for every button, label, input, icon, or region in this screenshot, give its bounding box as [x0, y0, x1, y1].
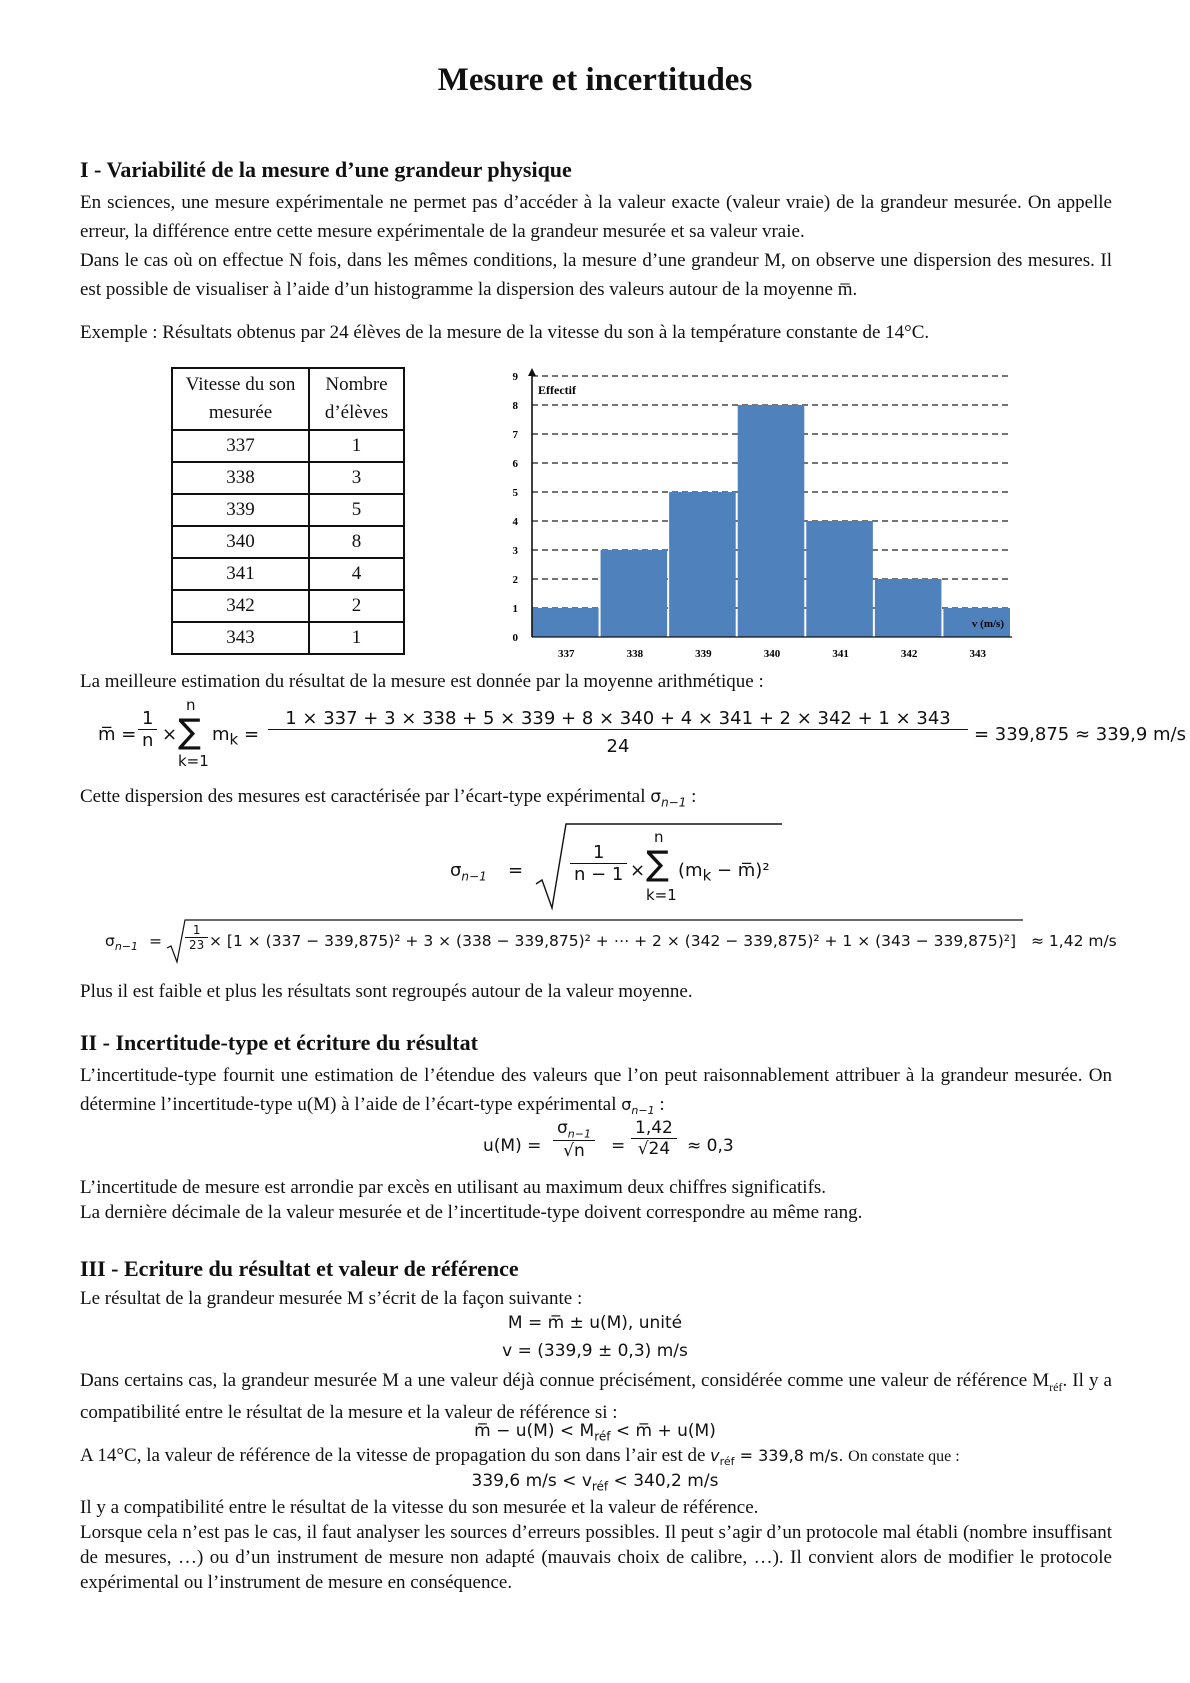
- result-intro-text: Le résultat de la grandeur mesurée M s’écrit de la façon suivante :: [80, 1288, 583, 1309]
- table-cell: 4: [309, 558, 404, 590]
- example-text: Exemple : Résultats obtenus par 24 élèves de la mesure de la vitesse du son à la température constante de 14°C.: [80, 322, 930, 343]
- equals-sign: =: [508, 860, 524, 881]
- reference-value-text: A 14°C, la valeur de référence de la vitesse de propagation du son dans l’air est de $v_{réf} = 339,8$ m/s. On constate que :: [80, 1445, 960, 1469]
- histogram-bar: [806, 521, 873, 637]
- std-dev-result: ≈ 1,42 m/s: [1031, 932, 1117, 950]
- decimal-rule-text: La dernière décimale de la valeur mesurée et de l’incertitude-type doivent correspondre au même rang.: [80, 1202, 863, 1223]
- equals-sign: =: [244, 724, 260, 745]
- sigma-symbol: $\sigma_{n-1}$: [450, 860, 487, 884]
- x-tick-label: 338: [626, 648, 644, 660]
- table-cell: 338: [172, 462, 309, 494]
- table-cell: 342: [172, 590, 309, 622]
- equals-sign: =: [611, 1136, 626, 1156]
- x-tick-label: 339: [695, 648, 712, 660]
- y-tick-label: 5: [512, 487, 518, 499]
- numeric-fraction: $\frac{1,42}{√24}$: [631, 1118, 677, 1159]
- uncertainty-lhs: u(M) =: [483, 1136, 542, 1156]
- times-sign: ×: [162, 724, 178, 745]
- y-axis-arrow: [528, 368, 536, 376]
- one-over-23: $\frac{1}{23}$: [185, 923, 208, 952]
- table-row: [172, 462, 404, 494]
- rounding-rule-text: L’incertitude de mesure est arrondie par excès en utilisant au maximum deux chiffres significatifs.: [80, 1177, 827, 1198]
- table-cell: 340: [172, 526, 309, 558]
- histogram-chart: [500, 365, 1020, 665]
- one-over-n-minus-1: $\frac{1}{n - 1}$: [570, 842, 627, 885]
- table-row: [172, 494, 404, 526]
- table-cell: 337: [172, 430, 309, 462]
- equals-sign: =: [149, 932, 162, 950]
- table-cell: 3: [309, 462, 404, 494]
- std-dev-expansion: × [1 × (337 − 339,875)² + 3 × (338 − 339,875)² + ⋯ + 2 × (342 − 339,875)² + 1 × (343 − 339,875)²]: [209, 932, 1017, 950]
- result-general-formula: M = m̅ ± u(M), unité: [507, 1313, 683, 1333]
- error-sources-paragraph: Lorsque cela n’est pas le cas, il faut analyser les sources d’erreurs possibles. Il peut s’agir d’un protocole mal établi (nombre insuffisant de mesures, …) ou d’un instrument de mesure non adapté (mauvais choix de calibre, …). Il convient alors de modifier le protocole expérimental ou l’instrument de mesure en conséquence.: [80, 1522, 1112, 1593]
- x-tick-label: 341: [832, 648, 849, 660]
- y-tick-label: 7: [512, 429, 518, 441]
- section-2-heading: II - Incertitude-type et écriture du résultat: [80, 1030, 478, 1055]
- mk-term: $m_k$: [212, 724, 239, 749]
- reference-interval-formula: 339,6 $m/s < v_{réf} < 340,2$ m/s: [471, 1471, 719, 1494]
- table-cell: 1: [309, 430, 404, 462]
- reference-paragraph: Dans certains cas, la grandeur mesurée M a une valeur déjà connue précisément, considérée comme une valeur de référence $M_{réf}$. Il y a compatibilité entre le résultat de la mesure et la valeur de référence si :: [80, 1370, 1112, 1423]
- page-title: Mesure et incertitudes: [437, 62, 753, 98]
- y-tick-label: 4: [512, 516, 518, 528]
- mean-numerator: 1 × 337 + 3 × 338 + 5 × 339 + 8 × 340 + 4 × 341 + 2 × 342 + 1 × 343: [268, 708, 968, 730]
- best-estimate-text: La meilleure estimation du résultat de la mesure est donnée par la moyenne arithmétique :: [80, 671, 764, 692]
- section-1-paragraph-1: En sciences, une mesure expérimentale ne permet pas d’accéder à la valeur exacte (valeur vraie) de la grandeur mesurée. On appelle erreur, la différence entre cette mesure expérimentale de la grandeur mesurée et sa valeur vraie.: [80, 192, 1112, 242]
- y-tick-label: 3: [512, 545, 518, 557]
- x-tick-label: 342: [900, 648, 918, 660]
- sum-symbol: ∑: [178, 712, 201, 752]
- table-cell: 5: [309, 494, 404, 526]
- table-row: [172, 622, 404, 654]
- mean-formula: [98, 696, 1186, 770]
- table-header-count: Nombre d’élèves: [309, 368, 404, 430]
- mean-denominator: 24: [606, 736, 630, 757]
- table-cell: 1: [309, 622, 404, 654]
- x-tick-label: 343: [969, 648, 986, 660]
- compatibility-formula: m̅ − $u(M) < M_{réf}$ < m̅ + u(M): [474, 1421, 716, 1444]
- table-header-speed: Vitesse du son mesurée: [172, 368, 309, 430]
- histogram-bar: [738, 405, 805, 637]
- mean-result: = 339,875 ≈ 339,9 m/s: [974, 724, 1186, 745]
- histogram-bar: [669, 492, 736, 637]
- sigma-symbol: $\sigma_{n-1}$: [105, 932, 139, 954]
- squared-deviation: ($m_k$ − m̅)²: [678, 860, 770, 885]
- sum-upper-bound: n: [186, 696, 196, 714]
- table-cell: 339: [172, 494, 309, 526]
- section-2-paragraph: L’incertitude-type fournit une estimation de l’étendue des valeurs que l’on peut raisonnablement attribuer à la grandeur mesurée. On détermine l’incertitude-type u(M) à l’aide de l’écart-type expérimental $\sigma_{n-1}$ :: [80, 1065, 1112, 1117]
- x-tick-label: 337: [558, 648, 575, 660]
- table-row: [172, 430, 404, 462]
- table-row: [172, 526, 404, 558]
- table-row: [172, 558, 404, 590]
- y-tick-label: 9: [512, 371, 518, 383]
- result-example-formula: v = (339,9 ± 0,3) m/s: [502, 1341, 688, 1361]
- table-cell: 8: [309, 526, 404, 558]
- y-axis-label: Effectif: [538, 383, 576, 397]
- y-tick-label: 6: [512, 458, 518, 470]
- histogram-bar: [532, 608, 599, 637]
- sum-lower-bound: k=1: [178, 752, 209, 770]
- section-1-heading: I - Variabilité de la mesure d’une grandeur physique: [80, 157, 572, 182]
- histogram-bar: [601, 550, 668, 637]
- mean-lhs: m̅ =: [98, 724, 137, 745]
- sum-symbol: ∑: [646, 844, 669, 884]
- y-tick-label: 8: [512, 400, 518, 412]
- y-tick-label: 2: [512, 574, 518, 586]
- y-tick-label: 1: [512, 603, 518, 615]
- sum-lower-bound: k=1: [646, 886, 677, 904]
- section-1-paragraph-2: Dans le cas où on effectue N fois, dans les mêmes conditions, la mesure d’une grandeur M, on observe une dispersion des mesures. Il est possible de visualiser à l’aide d’un histogramme la dispersion des valeurs autour de la moyenne m̅.: [80, 250, 1112, 300]
- uncertainty-result: ≈ 0,3: [687, 1136, 734, 1156]
- dispersion-text: Cette dispersion des mesures est caractérisée par l’écart-type expérimental $\sigma_{n-1}$ :: [80, 786, 697, 810]
- conclusion-text: Plus il est faible et plus les résultats sont regroupés autour de la valeur moyenne.: [80, 981, 693, 1002]
- mean-one-over-n: $\frac{1}{n}$: [138, 708, 157, 751]
- std-dev-numeric: [105, 918, 1117, 964]
- table-cell: 343: [172, 622, 309, 654]
- table-row: [172, 590, 404, 622]
- section-3-heading: III - Ecriture du résultat et valeur de référence: [80, 1256, 519, 1281]
- table-cell: 341: [172, 558, 309, 590]
- measurement-table: [171, 367, 405, 655]
- sum-upper-bound: n: [654, 828, 664, 846]
- table-cell: 2: [309, 590, 404, 622]
- x-axis-label: v (m/s): [971, 618, 1004, 630]
- times-sign: ×: [630, 860, 646, 881]
- std-dev-formula: [450, 822, 780, 912]
- x-tick-label: 340: [763, 648, 781, 660]
- compatibility-conclusion: Il y a compatibilité entre le résultat de la vitesse du son mesurée et la valeur de référence.: [80, 1497, 759, 1518]
- sigma-over-sqrt-n: $\frac{\sigma_{n-1}}{√n}$: [553, 1118, 595, 1161]
- y-tick-label: 0: [512, 632, 518, 644]
- uncertainty-formula: [483, 1118, 743, 1178]
- histogram-bar: [875, 579, 942, 637]
